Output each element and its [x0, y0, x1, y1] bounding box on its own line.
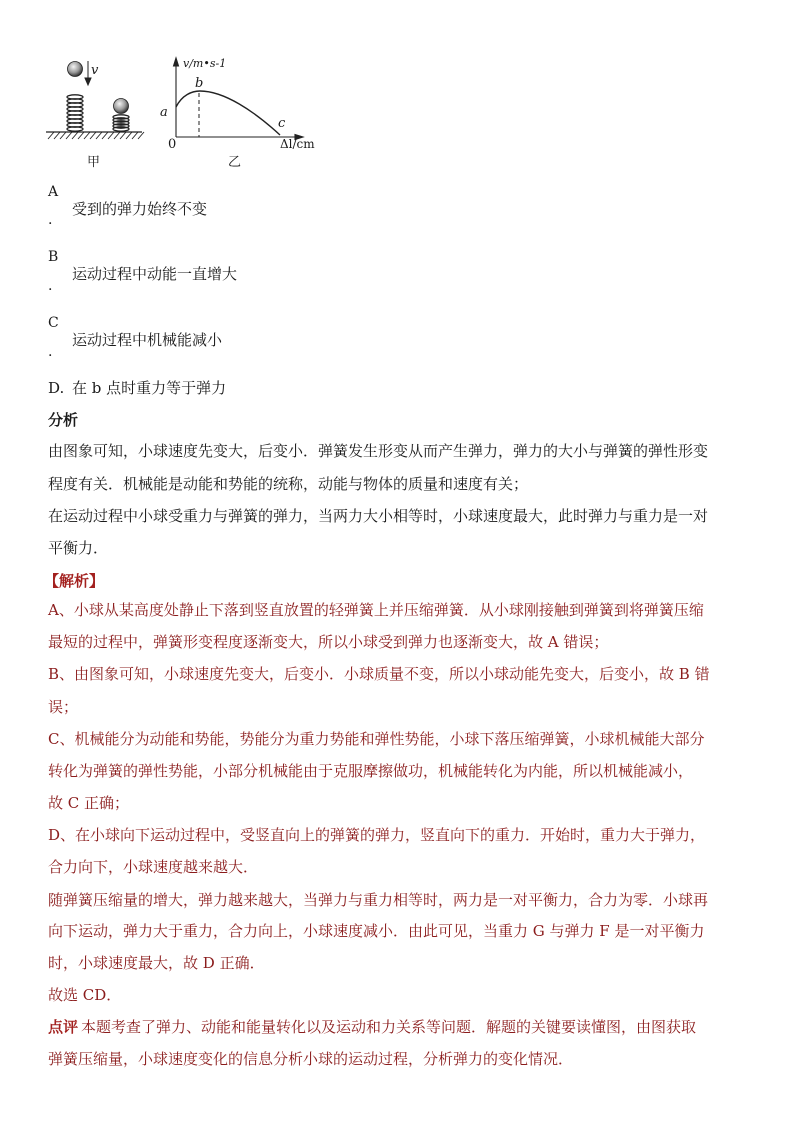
solution-line-5: C、机械能分为动能和势能，势能分为重力势能和弹性势能，小球下落压缩弹簧，小球机械能大部分: [48, 730, 705, 748]
option-a-dot: .: [48, 212, 53, 228]
solution-line-3: B、由图象可知，小球速度先变大，后变小．小球质量不变，所以小球动能先变大，后变小，故 B 错: [48, 665, 710, 683]
spring-uncompressed: [67, 95, 83, 131]
solution-line-1: A、小球从某高度处静止下落到竖直放置的轻弹簧上并压缩弹簧．从小球刚接触到弹簧到将弹簧压缩: [48, 601, 704, 619]
solution-line-13: 故选 CD．: [48, 986, 122, 1004]
analysis-heading: 分析: [48, 411, 79, 429]
resting-ball: [114, 99, 129, 114]
option-d-letter: D.: [48, 379, 65, 397]
option-b-dot: .: [48, 278, 53, 294]
analysis-line-4: 平衡力．: [48, 539, 109, 557]
option-a-letter: A: [48, 184, 59, 200]
analysis-line-3: 在运动过程中小球受重力与弹簧的弹力，当两力大小相等时，小球速度最大，此时弹力与重力是一对: [48, 507, 709, 525]
solution-line-12: 时，小球速度最大，故 D 正确．: [48, 954, 265, 972]
option-d-text: 在 b 点时重力等于弹力: [72, 379, 227, 397]
figure: [44, 55, 334, 170]
y-axis-label: v/m•s-1: [183, 57, 227, 70]
comment-line-1: 本题考查了弹力、动能和能量转化以及运动和力关系等问题．解题的关键要读懂图，由图获取: [81, 1018, 697, 1036]
point-b-label: b: [195, 76, 204, 91]
analysis-line-1: 由图象可知，小球速度先变大，后变小．弹簧发生形变从而产生弹力，弹力的大小与弹簧的弹性形变: [48, 442, 709, 460]
option-b-text: 运动过程中动能一直增大: [72, 265, 238, 283]
falling-ball: [68, 62, 83, 77]
velocity-curve: [176, 91, 280, 135]
option-c-letter: C: [48, 315, 59, 331]
option-b-letter: B: [48, 249, 59, 265]
point-a-label: a: [160, 105, 168, 120]
solution-line-9: 合力向下，小球速度越来越大．: [48, 858, 259, 876]
velocity-label: v: [91, 63, 99, 78]
solution-line-2: 最短的过程中，弹簧形变程度逐渐变大，所以小球受到弹力也逐渐变大，故 A 错误；: [48, 633, 609, 651]
solution-line-7: 故 C 正确；: [48, 794, 130, 812]
option-a-text: 受到的弹力始终不变: [72, 200, 208, 218]
origin-label: 0: [168, 137, 177, 152]
solution-line-6: 转化为弹簧的弹性势能，小部分机械能由于克服摩擦做功，机械能转化为内能，所以机械能减小，: [48, 762, 694, 780]
ground: [46, 132, 144, 139]
option-c-dot: .: [48, 344, 53, 360]
solution-line-8: D、在小球向下运动过程中，受竖直向上的弹簧的弹力，竖直向下的重力．开始时，重力大于弹力，: [48, 826, 706, 844]
solution-line-10: 随弹簧压缩量的增大，弹力越来越大，当弹力与重力相等时，两力是一对平衡力，合力为零．小球再: [48, 891, 709, 909]
solution-heading: 【解析】: [44, 572, 105, 590]
option-c-text: 运动过程中机械能减小: [72, 331, 223, 349]
right-caption: 乙: [228, 155, 242, 170]
spring-compressed: [113, 115, 129, 131]
solution-line-4: 误；: [48, 698, 79, 716]
point-c-label: c: [278, 116, 286, 131]
analysis-line-2: 程度有关．机械能是动能和势能的统称，动能与物体的质量和速度有关；: [48, 475, 529, 493]
comment-label: 点评: [48, 1018, 79, 1036]
solution-line-11: 向下运动，弹力大于重力，合力向上，小球速度减小．由此可见，当重力 G 与弹力 F 是一对平衡力: [48, 922, 705, 940]
x-axis-label: Δl/cm: [280, 137, 315, 151]
comment-line-2: 弹簧压缩量，小球速度变化的信息分析小球的运动过程，分析弹力的变化情况．: [48, 1050, 574, 1068]
left-caption: 甲: [87, 155, 101, 170]
